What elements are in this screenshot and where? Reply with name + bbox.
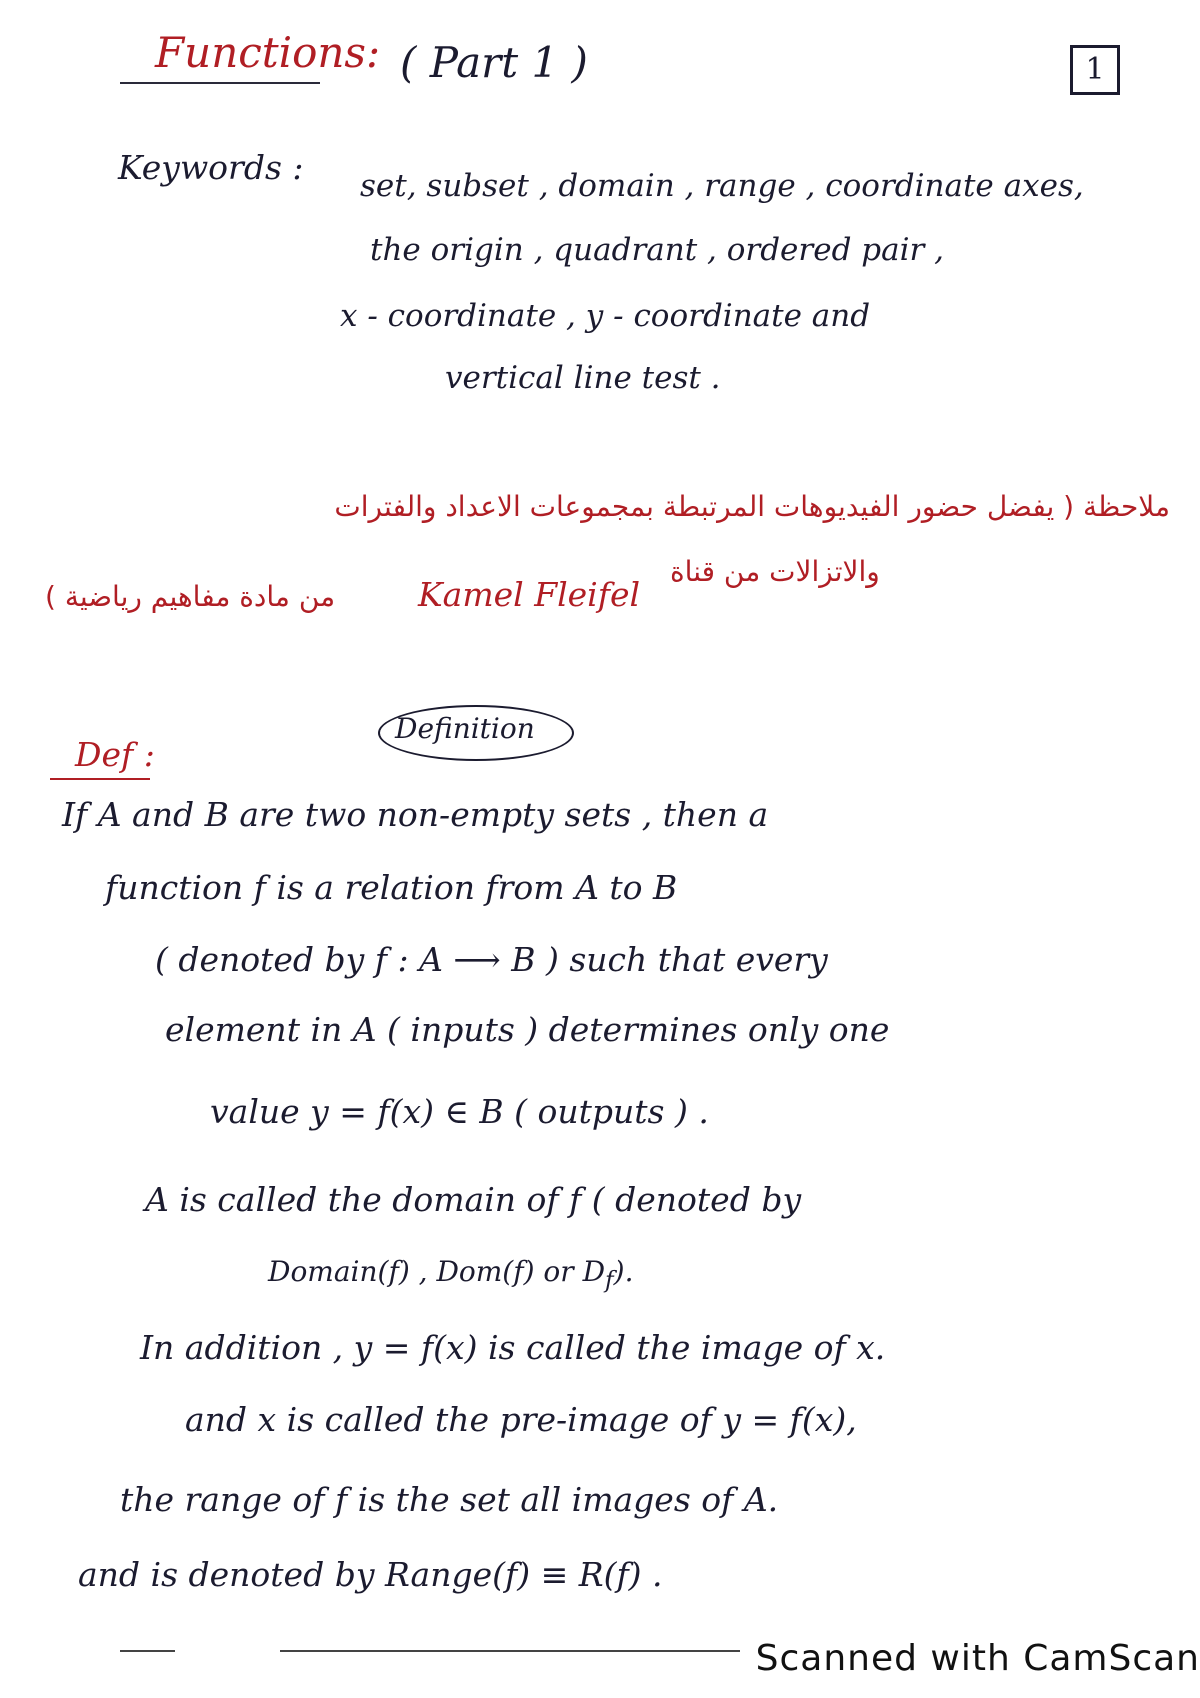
keywords-label: Keywords :	[118, 148, 304, 187]
footer-rule-left	[120, 1650, 175, 1652]
keywords-line-2: the origin , quadrant , ordered pair ,	[370, 232, 945, 268]
preimage-line: and x is called the pre-image of y = f(x),	[185, 1400, 857, 1439]
keywords-line-1: set, subset , domain , range , coordinate axes,	[360, 168, 1084, 204]
domain-notations: Domain(f) , Dom(f) or D	[268, 1255, 606, 1288]
def-line-2: function f is a relation from A to B	[105, 868, 678, 907]
domain-line-1: A is called the domain of f ( denoted by	[145, 1180, 802, 1219]
def-line-1: If A and B are two non-empty sets , then a	[62, 795, 769, 834]
keywords-line-3: x - coordinate , y - coordinate and	[340, 298, 871, 334]
image-line: In addition , y = f(x) is called the image of x.	[140, 1328, 886, 1367]
page-number-box: 1	[1070, 45, 1120, 95]
keywords-line-4: vertical line test .	[445, 360, 721, 396]
note-line-1: ملاحظة ( يفضل حضور الفيديوهات المرتبطة بمجموعات الاعداد والفترات	[334, 490, 1170, 523]
part-label: ( Part 1 )	[400, 38, 588, 87]
note-line-2-left: من مادة مفاهيم رياضية )	[45, 580, 336, 613]
camscanner-watermark: Scanned with CamScan	[755, 1638, 1200, 1679]
domain-subscript: f	[605, 1265, 614, 1294]
def-line-4: element in A ( inputs ) determines only one	[165, 1010, 890, 1049]
def-underline	[50, 778, 150, 780]
page-title: Functions:	[155, 28, 381, 77]
range-notation-line: and is denoted by Range(f) ≡ R(f) .	[78, 1555, 663, 1594]
note-line-2-right: والاتزالات من قناة	[670, 555, 880, 588]
def-line-3: ( denoted by f : A ⟶ B ) such that every	[155, 940, 828, 979]
domain-close: ).	[613, 1255, 634, 1288]
note-channel-name: Kamel Fleifel	[418, 575, 641, 614]
definition-bubble-label: Definition	[395, 712, 535, 745]
footer-rule	[280, 1650, 740, 1652]
def-line-5: value y = f(x) ∈ B ( outputs ) .	[210, 1092, 709, 1131]
domain-line-2	[268, 1255, 633, 1294]
def-label: Def :	[75, 735, 155, 774]
range-line: the range of f is the set all images of A.	[120, 1480, 779, 1519]
title-underline	[120, 82, 320, 84]
